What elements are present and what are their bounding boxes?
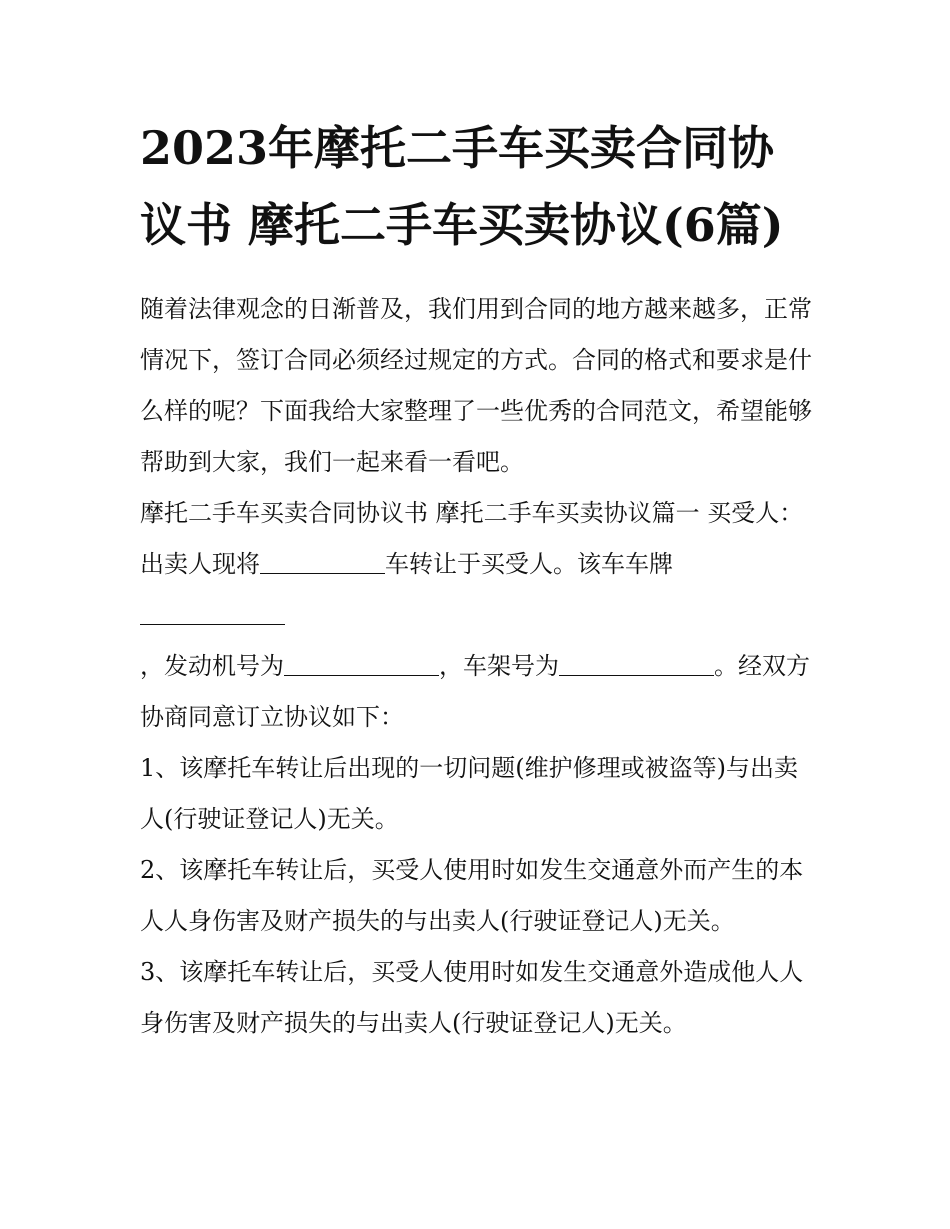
contract-opening-paragraph	[140, 488, 815, 743]
license-plate-blank	[140, 594, 285, 625]
frame-number-blank	[559, 645, 714, 676]
vehicle-name-blank	[260, 543, 385, 574]
intro-paragraph: 随着法律观念的日渐普及，我们用到合同的地方越来越多，正常情况下，签订合同必须经过规定的方式。合同的格式和要求是什么样的呢？下面我给大家整理了一些优秀的合同范文，希望能够帮助到大家，我们一起来看一看吧。	[140, 295, 812, 476]
frame-number-label: ，车架号为	[439, 652, 559, 680]
engine-number-blank	[284, 645, 439, 676]
clause-3: 3、该摩托车转让后，买受人使用时如发生交通意外造成他人人身伤害及财产损失的与出卖人(行驶证登记人)无关。	[140, 958, 804, 1037]
engine-number-label: ，发动机号为	[140, 652, 284, 680]
document-title: 2023年摩托二手车买卖合同协议书 摩托二手车买卖协议(6篇)	[140, 121, 784, 252]
section-heading-text: 摩托二手车买卖合同协议书 摩托二手车买卖协议篇一 买受人： 出卖人现将	[140, 499, 804, 578]
document-page	[140, 110, 815, 1049]
clause-2: 2、该摩托车转让后，买受人使用时如发生交通意外而产生的本人人身伤害及财产损失的与出卖人(行驶证登记人)无关。	[140, 856, 804, 935]
clause-1: 1、该摩托车转让后出现的一切问题(维护修理或被盗等)与出卖人(行驶证登记人)无关。	[140, 754, 798, 833]
transfer-text: 车转让于买受人。该车车牌	[385, 550, 673, 578]
agreement-lead-text: 。经双方协商同意订立协议如下：	[140, 652, 810, 731]
